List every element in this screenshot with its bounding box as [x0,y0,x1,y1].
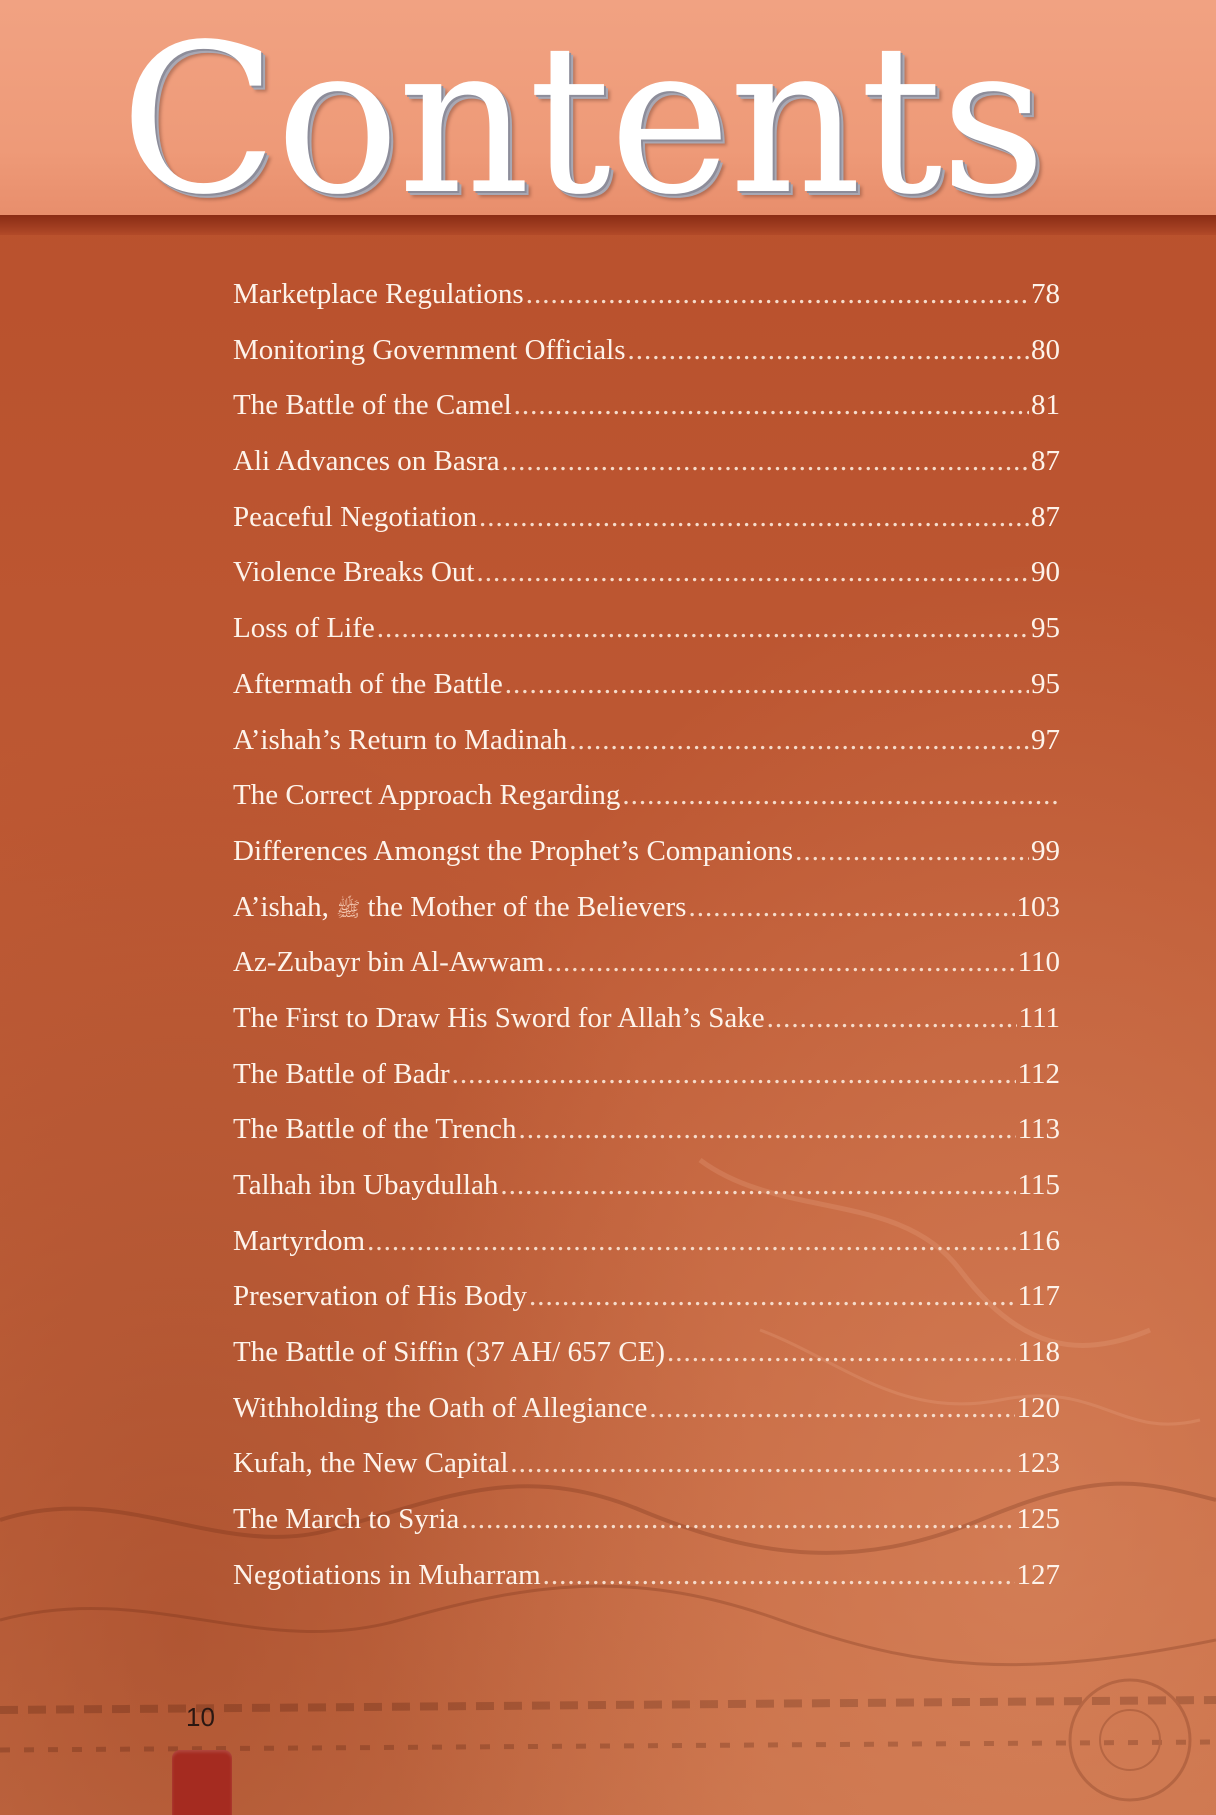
toc-dot-leader [510,1441,1014,1485]
toc-dot-leader [505,662,1029,706]
toc-entry[interactable] [233,550,1060,606]
toc-dot-leader [622,773,1058,817]
toc-entry-page: 115 [1017,1169,1060,1201]
toc-entry[interactable] [233,1163,1060,1219]
toc-entry[interactable] [233,1553,1060,1609]
toc-dot-leader [514,383,1029,427]
toc-entry[interactable] [233,1330,1060,1386]
toc-entry-title: Differences Amongst the Prophet’s Companions [233,834,794,867]
toc-entry-title: Marketplace Regulations [233,278,524,310]
toc-entry-title: The Battle of Siffin (37 AH/ 657 CE) [233,1336,665,1369]
toc-entry-page: 118 [1017,1336,1060,1369]
toc-entry[interactable] [233,885,1060,941]
page-title: Contents [120,0,1045,240]
toc-entry[interactable] [233,439,1060,495]
toc-entry-page: 90 [1031,556,1060,589]
toc-entry[interactable] [233,606,1060,662]
toc-entry[interactable] [233,328,1060,384]
toc-entry[interactable] [233,1386,1060,1442]
toc-dot-leader [569,718,1029,762]
toc-entry-page: 78 [1031,278,1060,310]
toc-entry-title-part: the Mother of the Believers [360,890,687,923]
toc-entry-page: 110 [1017,946,1060,979]
toc-dot-leader [367,1219,1015,1263]
toc-dot-leader [479,495,1029,539]
toc-entry[interactable] [233,829,1060,885]
toc-dot-leader [502,439,1029,483]
toc-entry-title: Ali Advances on Basra [233,445,500,478]
toc-entry-page: 81 [1031,389,1060,422]
toc-entry-page: 87 [1031,445,1060,478]
toc-entry-title: Kufah, the New Capital [233,1447,509,1480]
toc-dot-leader [543,1553,1015,1597]
toc-entry-page: 97 [1031,723,1060,756]
toc-dot-leader [377,606,1029,650]
toc-entry[interactable] [233,1107,1060,1163]
toc-entry[interactable] [233,662,1060,718]
toc-entry-page: 95 [1031,612,1060,645]
toc-entry-title: The First to Draw His Sword for Allah’s Sake [233,1001,765,1034]
honorific-glyph-icon: ﷺ [336,896,361,921]
toc-dot-leader [688,885,1014,929]
toc-entry[interactable] [233,272,1060,328]
toc-entry-page: 111 [1018,1001,1060,1034]
page-number: 10 [186,1702,215,1732]
toc-entry-page: 120 [1016,1391,1060,1424]
toc-dot-leader [628,328,1029,372]
toc-entry-page: 80 [1031,333,1060,366]
toc-dot-leader [649,1386,1014,1430]
toc-dot-leader [667,1330,1016,1374]
toc-dot-leader [546,940,1015,984]
toc-dot-leader [526,272,1029,316]
toc-entry-title: Monitoring Government Officials [233,333,626,366]
toc-entry-page: 123 [1016,1447,1060,1480]
toc-entry-title: Aftermath of the Battle [233,667,503,700]
toc-entry-title [233,885,688,931]
toc-entry-title: The March to Syria [233,1503,460,1536]
toc-entry[interactable] [233,940,1060,996]
toc-entry-page: 117 [1017,1280,1060,1313]
toc-dot-leader [767,996,1017,1040]
toc-entry-title: Martyrdom [233,1224,366,1257]
toc-entry[interactable] [233,495,1060,551]
toc-entry-page: 116 [1017,1224,1060,1257]
toc-dot-leader [452,1052,1016,1096]
toc-entry-title: Violence Breaks Out [233,556,475,589]
toc-entry[interactable] [233,1052,1060,1108]
toc-entry-title: Loss of Life [233,612,375,645]
toc-dot-leader [519,1107,1016,1151]
toc-entry-page: 103 [1016,890,1060,923]
toc-entry-title: Negotiations in Muharram [233,1558,541,1591]
toc-dot-leader [461,1497,1014,1541]
toc-entry-page: 125 [1016,1503,1060,1536]
toc-entry-page: 99 [1031,834,1060,867]
toc-entry-page: 95 [1031,667,1060,700]
toc-entry[interactable] [233,1274,1060,1330]
toc-entry-page: 127 [1016,1558,1060,1591]
toc-entry-title: A’ishah’s Return to Madinah [233,723,568,756]
toc-entry-title: Preservation of His Body [233,1280,527,1313]
toc-entry-title: The Correct Approach Regarding [233,779,621,812]
toc-entry-title: Withholding the Oath of Allegiance [233,1391,648,1424]
toc-dot-leader [529,1274,1016,1318]
toc-entry[interactable] [233,1219,1060,1275]
toc-entry[interactable] [233,773,1060,829]
table-of-contents [233,272,1060,1609]
toc-dot-leader [476,550,1029,594]
toc-entry-title: Peaceful Negotiation [233,500,477,533]
toc-dot-leader [795,829,1029,873]
toc-entry-page: 112 [1017,1057,1060,1090]
toc-entry-title: The Battle of the Camel [233,389,512,422]
toc-entry[interactable] [233,1441,1060,1497]
toc-entry-title: The Battle of the Trench [233,1113,517,1146]
toc-entry[interactable] [233,996,1060,1052]
page-tab-marker [172,1750,232,1815]
toc-entry[interactable] [233,718,1060,774]
toc-entry[interactable] [233,383,1060,439]
toc-entry-title: Az-Zubayr bin Al-Awwam [233,946,545,979]
toc-entry-page: 113 [1017,1113,1060,1146]
toc-entry-title-part: A’ishah, [233,890,337,923]
toc-entry[interactable] [233,1497,1060,1553]
toc-dot-leader [500,1163,1015,1207]
toc-entry-title: The Battle of Badr [233,1057,450,1090]
toc-entry-title: Talhah ibn Ubaydullah [233,1169,499,1201]
toc-entry-page: 87 [1031,500,1060,533]
